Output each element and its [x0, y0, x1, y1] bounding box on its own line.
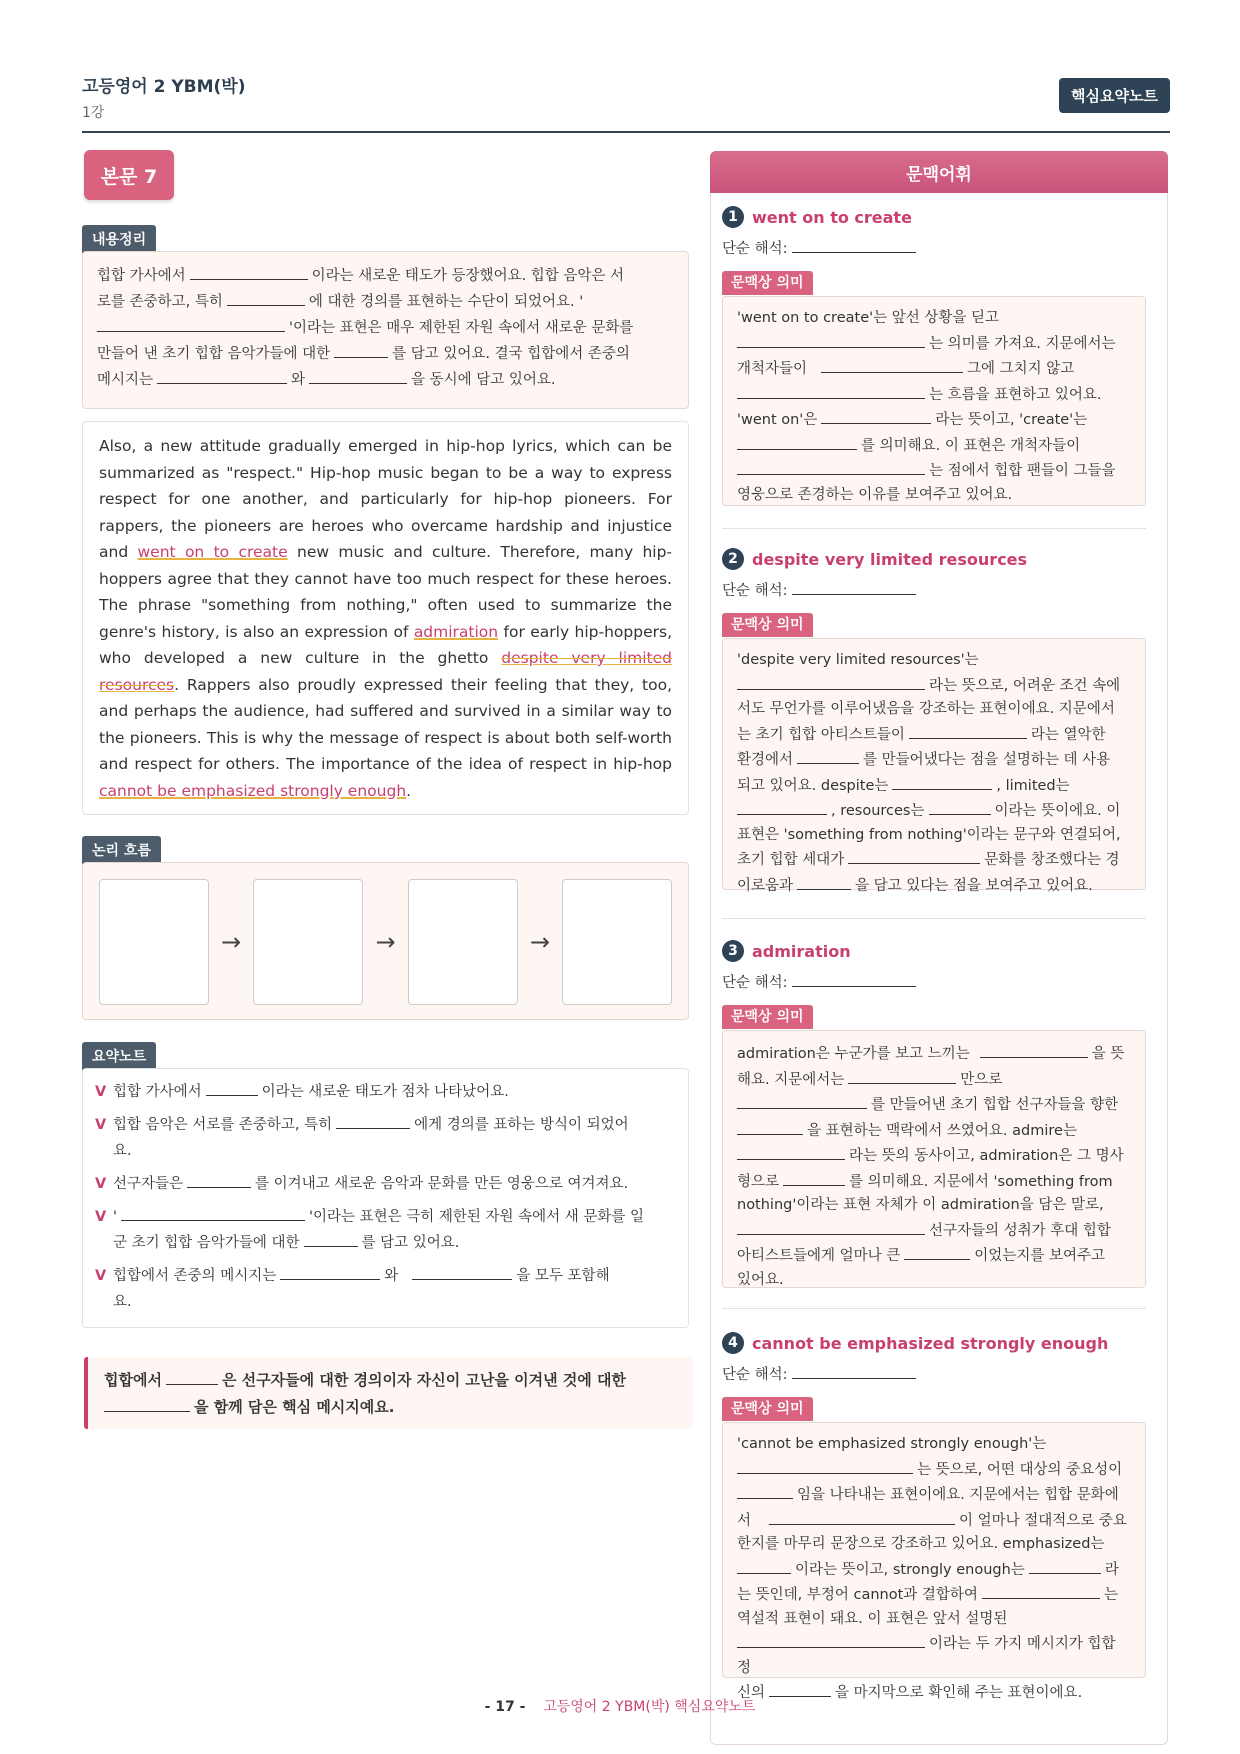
logic-flow-box	[82, 862, 689, 1020]
page-number: - 17 -	[484, 1699, 526, 1715]
flow-card-1[interactable]	[99, 879, 209, 1005]
vocab-item-2	[722, 548, 1162, 894]
vocab-item-3	[722, 940, 1162, 1288]
simple-translation: 단순 해석:	[722, 236, 1162, 258]
header-badge: 핵심요약노트	[1059, 78, 1170, 113]
flow-arrow: →	[375, 928, 396, 956]
content-summary-label: 내용정리	[82, 225, 156, 253]
highlight-went-on-to-create: went on to create	[137, 543, 288, 561]
footer	[0, 1696, 1240, 1716]
passage-box	[82, 421, 689, 815]
highlight-admiration: admiration	[413, 622, 499, 641]
meaning-label: 문맥상 의미	[722, 613, 813, 637]
meaning-box: admiration은 누군가를 보고 느끼는 을 뜻 해요. 지문에서는 만으로 를 만들어낸 초기 힙합 선구자들을 향한 을 표현하는 맥락에서 쓰였어요. admire는 라는 뜻의 동사이고, admiration은 그 명사 형으로 를 의미해요. 지문에서 'something from nothing'이라는 표현 자체가 이 admiration을 담은 말로, 선구자들의 성취가 후대 힙합 아티스트들에게 얼마나 큰 이었는지를 보여주고 있어요.	[722, 1030, 1146, 1288]
simple-translation: 단순 해석:	[722, 970, 1162, 992]
vocab-item-1	[722, 206, 1162, 506]
vocab-term: admiration	[752, 941, 851, 961]
logic-flow-label: 논리 흐름	[82, 836, 161, 864]
vocab-panel-title: 문맥어휘	[710, 151, 1168, 193]
note-item: V 힙합 가사에서 이라는 새로운 태도가 점차 나타났어요.	[95, 1079, 676, 1105]
vocab-item-4	[722, 1332, 1162, 1701]
divider	[722, 918, 1146, 919]
footer-title: 고등영어 2 YBM(박) 핵심요약노트	[543, 1699, 756, 1715]
passage-text: Also, a new attitude gradually emerged in hip-hop lyrics, which can be summarized as "respect." Hip-hop music began to be a way to express respect for one another, and particularly for hip-hop pioneers. For rappers, the pioneers are heroes who overcame hardship and injustice and went on to create new music and culture. Therefore, many hip-hoppers agree that they cannot have too much respect for these heroes. The phrase "something from nothing," often used to summarize the genre's history, is also an expression of admiration for early hip-hoppers, who developed a new culture in the ghetto despite very limited resources. Rappers also proudly expressed their feeling that they, too, and perhaps the audience, had suffered and survived in a similar way to the pioneers. This is why the message of respect is about both self-worth and respect for others. The importance of the idea of respect in hip-hop cannot be emphasized strongly enough.	[99, 437, 673, 800]
summary-note-label: 요약노트	[82, 1042, 156, 1070]
note-item: V 선구자들은 를 이겨내고 새로운 음악과 문화를 만든 영웅으로 여겨져요.	[95, 1171, 676, 1197]
meaning-label: 문맥상 의미	[722, 271, 813, 295]
note-item: V 힙합 음악은 서로를 존중하고, 특히 에게 경의를 표하는 방식이 되었어 요.	[95, 1112, 676, 1164]
divider	[722, 1308, 1146, 1309]
number-badge: 2	[722, 548, 744, 570]
flow-card-4[interactable]	[562, 879, 672, 1005]
header-divider	[82, 131, 1170, 133]
number-badge: 3	[722, 940, 744, 962]
highlight-despite-very-limited-resources: despite very limited resources	[99, 649, 672, 694]
meaning-box: 'cannot be emphasized strongly enough'는 는 뜻으로, 어떤 대상의 중요성이 임을 나타내는 표현이에요. 지문에서는 힙합 문화에 서 이 얼마나 절대적으로 중요 한지를 마무리 문장으로 강조하고 있어요. emphasized는 이라는 뜻이고, strongly enough는 라 는 뜻인데, 부정어 cannot과 결합하여 는 역설적 표현이 돼요. 이 표현은 앞서 설명된 이라는 두 가지 메시지가 힙합 정 신의 을 마지막으로 확인해 주는 표현이에요.	[722, 1422, 1146, 1678]
number-badge: 4	[722, 1332, 744, 1354]
vocab-term: went on to create	[752, 207, 912, 227]
note-item: V 힙합에서 존중의 메시지는 와 을 모두 포함해 요.	[95, 1263, 676, 1315]
note-item: V ' '이라는 표현은 극히 제한된 자원 속에서 새 문화를 일 군 초기 힙합 음악가들에 대한 를 담고 있어요.	[95, 1204, 676, 1256]
meaning-box: 'despite very limited resources'는 라는 뜻으로, 어려운 조건 속에 서도 무언가를 이루어냈음을 강조하는 표현이에요. 지문에서 는 초기 힙합 아티스트들이 라는 열악한 환경에서 를 만들어냈다는 점을 설명하는 데 사용 되고 있어요. despite는 , limited는 , resources는 이라는 뜻이에요. 이 표현은 'something from nothing'이라는 문구와 연결되어, 초기 힙합 세대가 문화를 창조했다는 경 이로움과 을 담고 있다는 점을 보여주고 있어요.	[722, 638, 1146, 890]
vocab-term: cannot be emphasized strongly enough	[752, 1333, 1109, 1353]
simple-translation: 단순 해석:	[722, 1362, 1162, 1384]
meaning-box: 'went on to create'는 앞선 상황을 딛고 는 의미를 가져요. 지문에서는 개척자들이 그에 그치지 않고 는 흐름을 표현하고 있어요. 'went on'은 라는 뜻이고, 'create'는 를 의미해요. 이 표현은 개척자들이 는 점에서 힙합 팬들이 그들을 영웅으로 존경하는 이유를 보여주고 있어요.	[722, 296, 1146, 506]
meaning-label: 문맥상 의미	[722, 1005, 813, 1029]
divider	[722, 528, 1146, 529]
vocab-term: despite very limited resources	[752, 549, 1028, 569]
highlight-cannot-be-emphasized: cannot be emphasized strongly enough	[99, 781, 407, 800]
number-badge: 1	[722, 206, 744, 228]
flow-arrow: →	[529, 928, 551, 956]
content-summary-box: 힙합 가사에서 이라는 새로운 태도가 등장했어요. 힙합 음악은 서 로를 존중하고, 특히 에 대한 경의를 표현하는 수단이 되었어요. ' '이라는 표현은 매우 제한된 자원 속에서 새로운 문화를 만들어 낸 초기 힙합 음악가들에 대한 를 담고 있어요. 결국 힙합에서 존중의 메시지는 와 을 동시에 담고 있어요.	[82, 251, 689, 409]
lesson-label: 1강	[82, 105, 105, 121]
flow-card-2[interactable]	[253, 879, 363, 1005]
flow-arrow: →	[220, 928, 242, 956]
simple-translation: 단순 해석:	[722, 578, 1162, 600]
meaning-label: 문맥상 의미	[722, 1397, 813, 1421]
key-message-box: 힙합에서 은 선구자들에 대한 경의이자 자신이 고난을 이겨낸 것에 대한 을 함께 담은 핵심 메시지예요.	[84, 1357, 693, 1429]
flow-card-3[interactable]	[408, 879, 518, 1005]
header-title: 고등영어 2 YBM(박)	[82, 77, 246, 97]
section-tag: 본문 7	[84, 150, 174, 200]
summary-note-box	[82, 1068, 689, 1328]
